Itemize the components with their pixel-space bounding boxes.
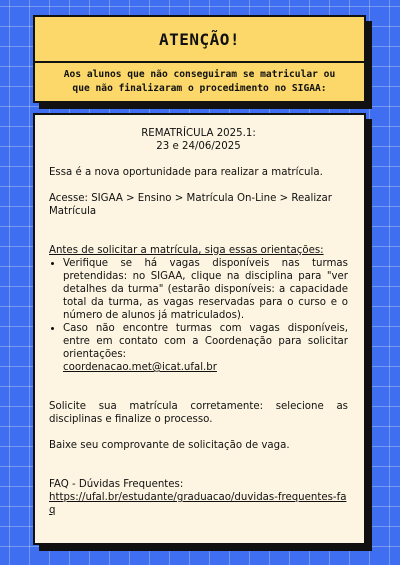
access-path-text: Acesse: SIGAA > Ensino > Matrícula On-Line > Realizar Matrícula	[49, 193, 332, 217]
header-subtitle-line-1: Aos alunos que não conseguiram se matricular ou	[63, 69, 336, 80]
orientation-item-1: • Verifique se há vagas disponíveis nas turmas pretendidas: no SIGAA, clique na disciplina para "ver detalhes da turma" (estarão disponíveis: a capacidade total da turma, as vagas reservadas para o curso e o número de alunos já matriculados).	[63, 257, 348, 322]
info-card	[33, 113, 366, 545]
intro-text: Essa é a nova oportunidade para realizar a matrícula.	[49, 167, 323, 178]
header-subtitle	[35, 68, 364, 96]
orientation-item-2	[63, 322, 348, 374]
orientation-item-2-text: Caso não encontre turmas com vagas disponíveis, entre em contato com a Coordenação para solicitar orientações:	[63, 323, 348, 360]
rematricula-heading-line-1: REMATRÍCULA 2025.1:	[141, 128, 256, 139]
contact-email-link[interactable]: coordenacao.met@icat.ufal.br	[63, 362, 217, 373]
receipt-instruction-text: Baixe seu comprovante de solicitação de vaga.	[49, 440, 290, 451]
orientations-title: Antes de solicitar a matrícula, siga essas orientações:	[49, 245, 324, 256]
faq-link[interactable]: https://ufal.br/estudante/graduacao/duvidas-frequentes-faq	[49, 492, 347, 516]
request-instruction-text: Solicite sua matrícula corretamente: selecione as disciplinas e finalize o processo.	[49, 401, 348, 425]
header-card	[33, 15, 366, 103]
info-content	[49, 127, 348, 517]
header-subtitle-line-2: que não finalizaram o procedimento no SIGAA:	[72, 83, 327, 94]
faq-label: FAQ - Dúvidas Frequentes:	[49, 479, 184, 490]
rematricula-heading-line-2: 23 e 24/06/2025	[156, 141, 241, 152]
header-title: ATENÇÃO!	[35, 17, 364, 63]
orientations-list	[49, 257, 348, 374]
